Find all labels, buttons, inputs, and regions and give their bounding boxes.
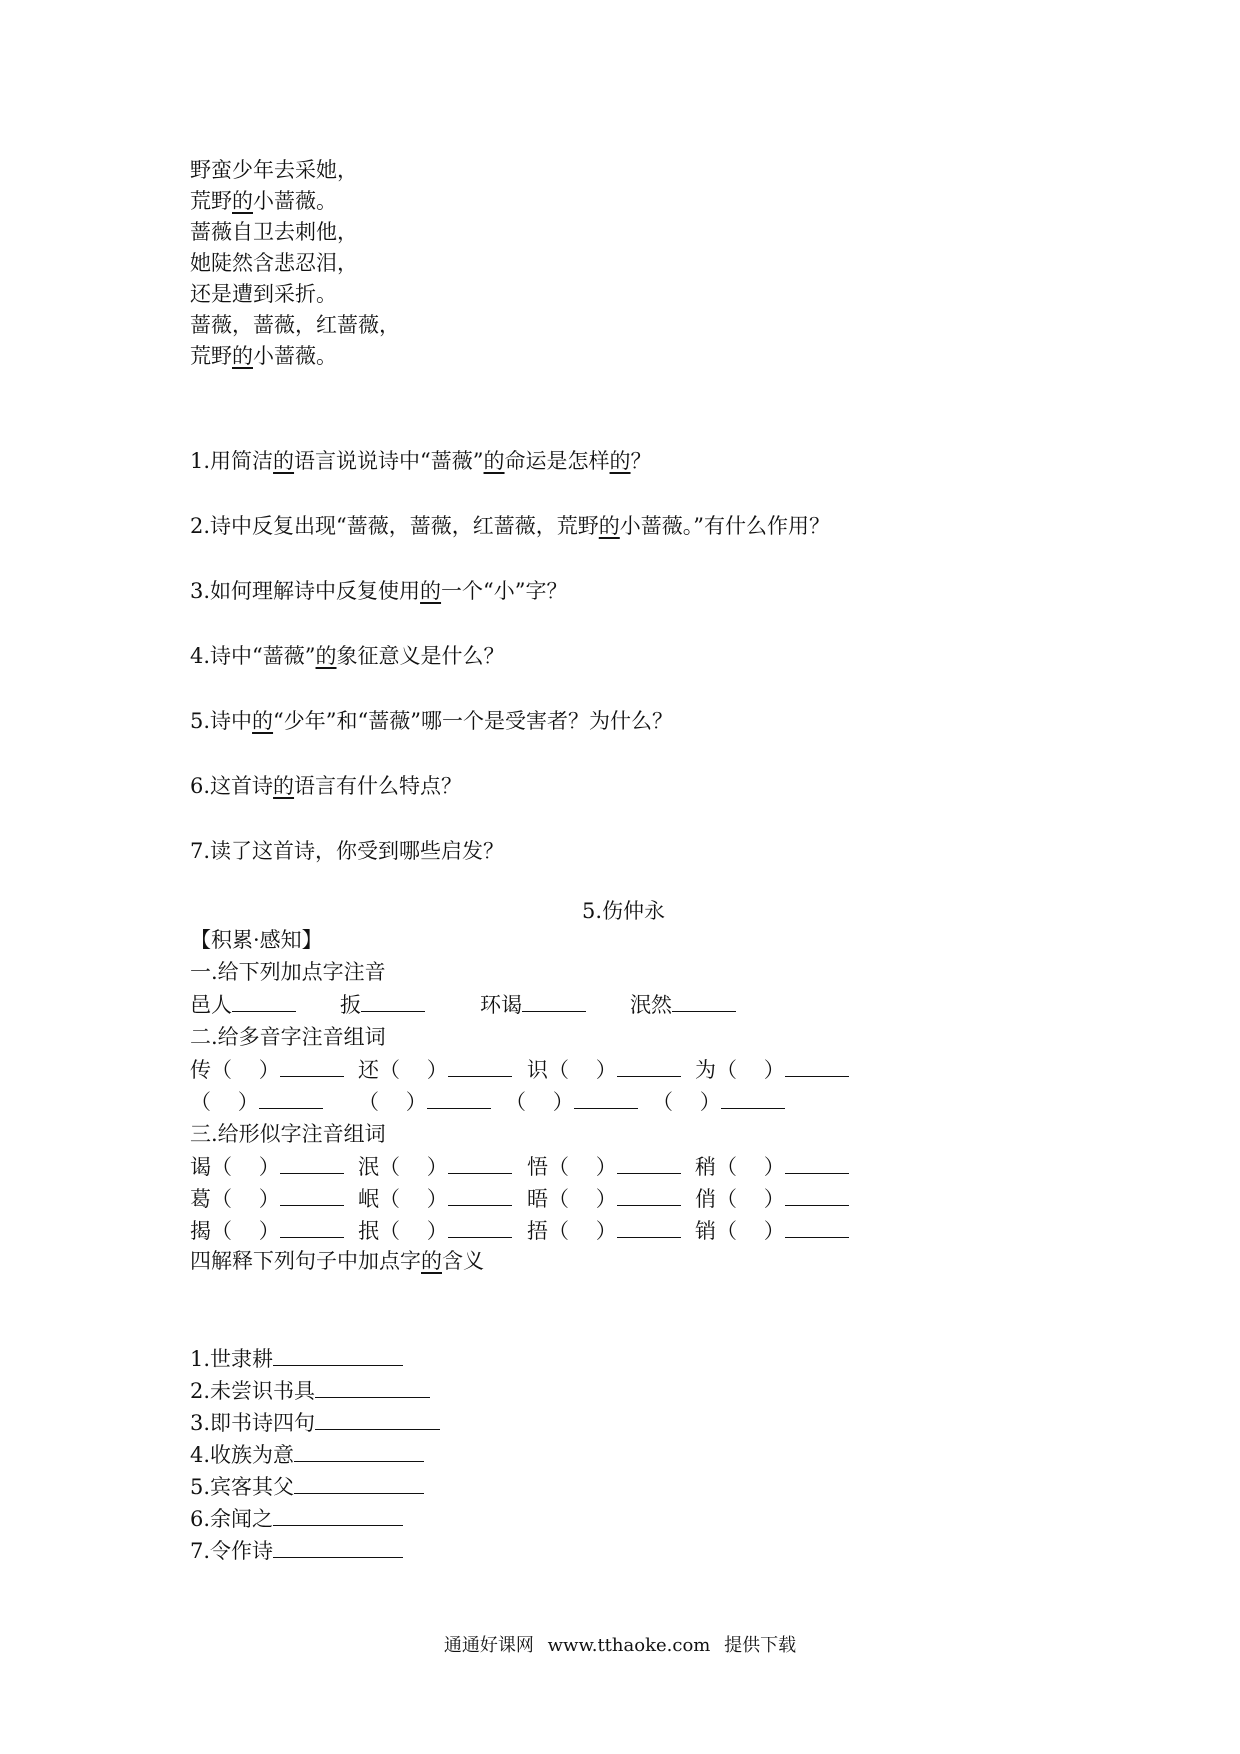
- question: 7.读了这首诗，你受到哪些启发？: [190, 839, 505, 863]
- part3-char: 捂: [527, 1219, 548, 1243]
- footer: [0, 1634, 1240, 1658]
- part1-title: 一.给下列加点字注音: [190, 960, 386, 984]
- answer-blank[interactable]: [280, 1217, 344, 1238]
- underlined-particle: 的: [315, 644, 337, 668]
- part4-title: 四解释下列句子中加点字的含义: [190, 1249, 484, 1273]
- definition-item: 6.余闻之: [190, 1505, 403, 1532]
- definition-item: 7.令作诗: [190, 1537, 403, 1564]
- underlined-particle: 的: [232, 189, 253, 213]
- part3-char: 销: [695, 1219, 716, 1243]
- underlined-particle: 的: [421, 1249, 442, 1273]
- answer-blank[interactable]: [315, 1377, 430, 1398]
- poem-line: 荒野的小蔷薇。: [190, 344, 337, 368]
- underlined-particle: 的: [483, 449, 505, 473]
- part3-char: 抿: [358, 1219, 379, 1243]
- poem-line: 蔷薇，蔷薇，红蔷薇，: [190, 313, 400, 337]
- answer-blank[interactable]: [280, 1185, 344, 1206]
- answer-blank[interactable]: [315, 1409, 440, 1430]
- answer-blank[interactable]: [448, 1185, 512, 1206]
- part2-char: 还: [358, 1058, 379, 1082]
- part1-item: 泯然: [630, 993, 672, 1017]
- part3-char: 稍: [695, 1155, 716, 1179]
- question: 4.诗中“蔷薇”的象征意义是什么？: [190, 644, 505, 668]
- part2-row-2: （ ） （ ） （ ） （ ）: [190, 1088, 217, 1244]
- footer-site-name: 通通好课网: [443, 1635, 534, 1656]
- part2-char: 传: [190, 1058, 211, 1082]
- poem-line: 她陡然含悲忍泪，: [190, 251, 358, 275]
- answer-blank[interactable]: [294, 1473, 424, 1494]
- part2-char: 为: [695, 1058, 716, 1082]
- part2-row-1: 传（ ） 还（ ） 识（ ） 为（ ）: [190, 1056, 217, 1212]
- underlined-particle: 的: [273, 774, 295, 798]
- answer-blank[interactable]: [617, 1185, 681, 1206]
- answer-blank[interactable]: [273, 1537, 403, 1558]
- part1-item: 扳: [340, 993, 361, 1017]
- question: 1.用简洁的语言说说诗中“蔷薇”的命运是怎样的？: [190, 449, 652, 473]
- underlined-particle: 的: [252, 709, 274, 733]
- poem-line: 野蛮少年去采她，: [190, 158, 358, 182]
- part2-title: 二.给多音字注音组词: [190, 1025, 386, 1049]
- poem-line: 荒野的小蔷薇。: [190, 189, 337, 213]
- answer-blank[interactable]: [273, 1505, 403, 1526]
- underlined-particle: 的: [609, 449, 631, 473]
- part3-char: 岷: [358, 1187, 379, 1211]
- part3-char: 悟: [527, 1155, 548, 1179]
- underlined-particle: 的: [598, 514, 620, 538]
- poem-line: 还是遭到采折。: [190, 282, 337, 306]
- underlined-particle: 的: [420, 579, 442, 603]
- part3-char: 俏: [695, 1187, 716, 1211]
- answer-blank[interactable]: [273, 1345, 403, 1366]
- part1-item: 邑人: [190, 993, 232, 1017]
- answer-blank[interactable]: [785, 1217, 849, 1238]
- part3-char: 谒: [190, 1155, 211, 1179]
- part3-char: 揭: [190, 1219, 211, 1243]
- lesson-title: 5.伤仲永: [582, 899, 666, 923]
- answer-blank[interactable]: [448, 1217, 512, 1238]
- definition-item: 4.收族为意: [190, 1441, 424, 1468]
- answer-blank[interactable]: [785, 1153, 849, 1174]
- definition-item: 5.宾客其父: [190, 1473, 424, 1500]
- answer-blank[interactable]: [448, 1153, 512, 1174]
- section-header: 【积累·感知】: [190, 928, 323, 952]
- definition-item: 1.世隶耕: [190, 1345, 403, 1372]
- question: 6.这首诗的语言有什么特点？: [190, 774, 463, 798]
- answer-blank[interactable]: [280, 1153, 344, 1174]
- answer-blank[interactable]: [785, 1185, 849, 1206]
- part3-char: 泯: [358, 1155, 379, 1179]
- definition-item: 2.未尝识书具: [190, 1377, 430, 1404]
- poem-line: 蔷薇自卫去刺他，: [190, 220, 358, 244]
- answer-blank[interactable]: [294, 1441, 424, 1462]
- question: 3.如何理解诗中反复使用的一个“小”字？: [190, 579, 568, 603]
- underlined-particle: 的: [232, 344, 253, 368]
- footer-url[interactable]: www.tthaoke.com: [547, 1635, 711, 1656]
- underlined-particle: 的: [273, 449, 295, 473]
- question: 2.诗中反复出现“蔷薇，蔷薇，红蔷薇，荒野的小蔷薇。”有什么作用？: [190, 514, 831, 538]
- part1-item: 环谒: [480, 993, 522, 1017]
- part3-title: 三.给形似字注音组词: [190, 1122, 386, 1146]
- answer-blank[interactable]: [617, 1217, 681, 1238]
- footer-suffix: 提供下载: [724, 1635, 797, 1656]
- part3-char: 葛: [190, 1187, 211, 1211]
- definition-item: 3.即书诗四句: [190, 1409, 440, 1436]
- answer-blank[interactable]: [617, 1153, 681, 1174]
- worksheet-page: 野蛮少年去采她， 荒野的小蔷薇。 蔷薇自卫去刺他， 她陡然含悲忍泪， 还是遭到采折。 蔷薇，蔷薇，红蔷薇， 荒野的小蔷薇。 1.用简洁的语言说说诗中“蔷薇”的命运是怎样的？ 2.诗中反复出现“蔷薇，蔷薇，红蔷薇，荒野的小蔷薇。”有什么作用？ 3.如何理解诗中反复使用的一个“小”字？ 4.诗中“蔷薇”的象征意义是什么？ 5.诗中的“少年”和“蔷薇”哪一个是受害者？为什么？ 6.这首诗的语言有什么特点？ 7.读了这首诗，你受到哪些启发？ 5.伤仲永 【积累·感知】 一.给下列加点字注音 邑人 扳 环谒 泯然 二.给多音字注音组词 传（ ） 还（ ） 识（ ） 为（ ） （ ） （ ） （ ） （ ） 三.给形似字注音组词 谒（ ） 泯（ ） 悟（ ） 稍（ ） 葛（ ） 岷（ ） 晤（ ） 俏（ ） 揭（ ） 抿（ ） 捂（ ） 销（ ） 四解释下列句子中加点字的含义 1.世隶耕 2.未尝识书具 3.即书诗四句 4.收族为意 5.宾客其父 6.余闻之 7.令作诗 通通好课网 www.tthaoke.com 提供下载: [0, 0, 1240, 1754]
- part2-char: 识: [527, 1058, 548, 1082]
- part3-char: 晤: [527, 1187, 548, 1211]
- question: 5.诗中的“少年”和“蔷薇”哪一个是受害者？为什么？: [190, 709, 673, 733]
